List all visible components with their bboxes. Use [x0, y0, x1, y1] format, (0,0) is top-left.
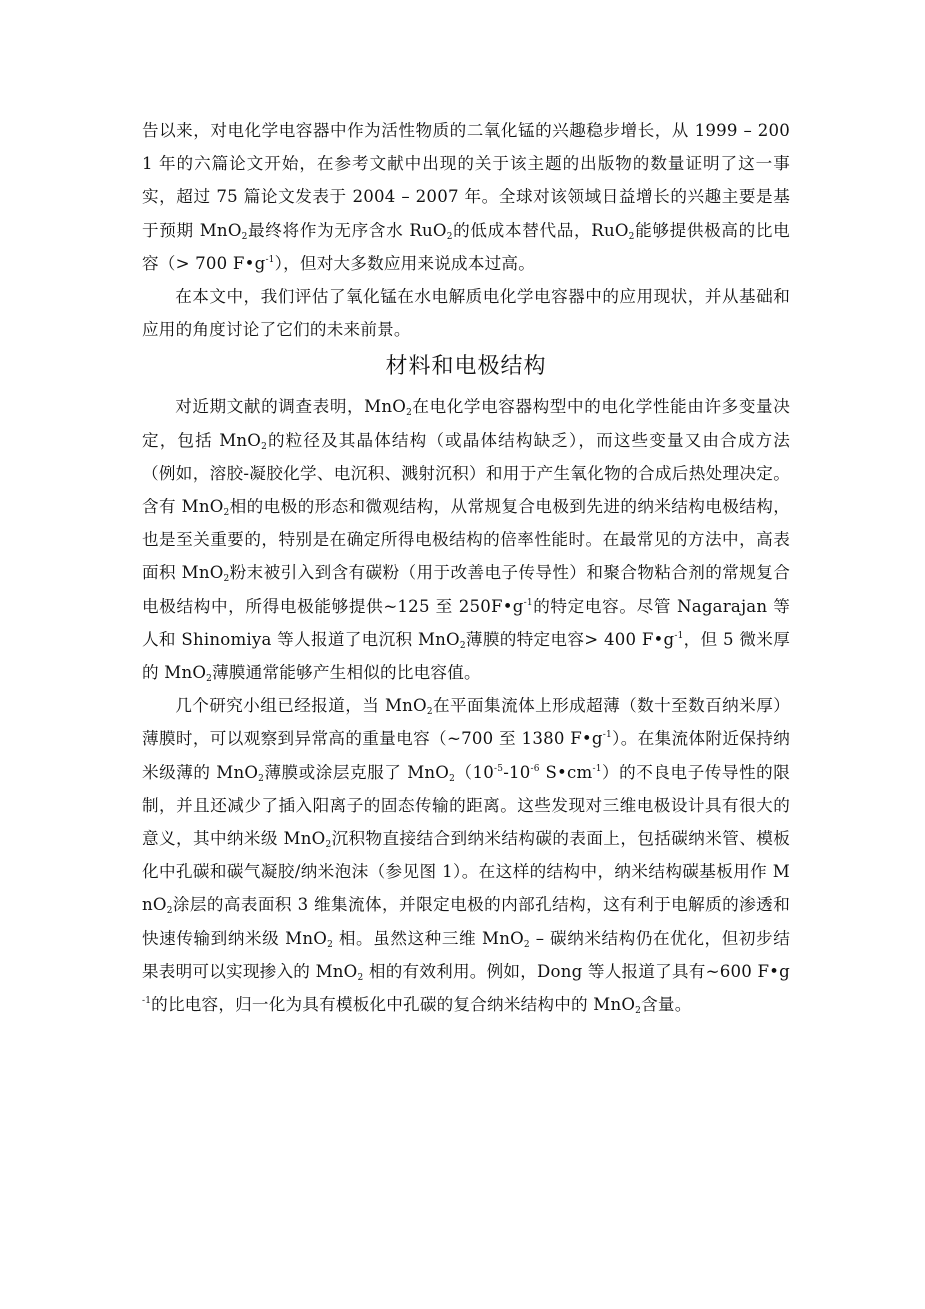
text-run: 薄膜或涂层克服了 MnO: [264, 762, 450, 782]
text-run: ）。在集流体附近保持纳米级薄的 MnO: [142, 729, 791, 782]
text-run: 沉积物直接结合到纳米结构碳的表面上，包括碳纳米管、模板化中孔碳和碳气凝胶/纳米泡沫（参见图 1）。在这样的结构中，纳米结构碳基板用作 MnO: [142, 829, 790, 915]
text-run: 几个研究小组已经报道，当 MnO: [175, 696, 427, 716]
text-run: 相的电极的形态和微观结构，从常规复合电极到先进的纳米结构电极结构，也是至关重要的，特别是在确定所得电极结构的倍率性能时。在最常见的方法中，高表面积 MnO: [142, 497, 790, 583]
subscript: 2: [628, 231, 635, 242]
superscript: -1: [265, 254, 275, 265]
text-run: 在平面集流体上形成超薄（数十至数百纳米厚）薄膜时，可以观察到异常高的重量电容（~700 至 1380 F•g: [142, 696, 790, 749]
text-run: 的低成本替代品，RuO: [452, 220, 629, 240]
subscript: 2: [325, 840, 332, 851]
text-run: 能够提供极高的比电容（> 700 F•g: [142, 220, 790, 273]
text-run: 粉末被引入到含有碳粉（用于改善电子传导性）和聚合物粘合剂的常规复合电极结构中，所得电极能够提供~125 至 250F•g: [142, 563, 790, 616]
subscript: 2: [258, 773, 265, 784]
text-run: 薄膜通常能够产生相似的比电容值。: [212, 663, 481, 683]
text-run: 在本文中，我们评估了氧化锰在水电解质电化学电容器中的应用现状，并从基础和应用的角度讨论了它们的未来前景。: [142, 287, 790, 340]
paragraph-thin-films: [142, 689, 790, 1021]
text-run: 的比电容，归一化为具有模板化中孔碳的复合纳米结构中的 MnO: [151, 995, 636, 1015]
text-run: S•cm: [539, 762, 593, 782]
subscript: 2: [635, 1006, 642, 1017]
document-page: [142, 114, 790, 1021]
text-run: 最终将作为无序含水 RuO: [247, 220, 447, 240]
subscript: 2: [327, 939, 333, 950]
subscript: 2: [206, 674, 213, 685]
subscript: 2: [223, 574, 230, 585]
text-run: – 碳纳米结构仍在优化，但初步结果表明可以实现掺入的 MnO: [142, 928, 790, 981]
subscript: 2: [166, 906, 173, 917]
text-run: （10: [455, 762, 495, 782]
subscript: 2: [426, 707, 433, 718]
text-run: 在电化学电容器构型中的电化学性能由许多变量决定，包括 MnO: [142, 397, 790, 450]
subscript: 2: [406, 408, 412, 419]
text-run: 的特定电容。尽管 Nagarajan 等人和 Shinomiya 等人报道了电沉积 MnO: [142, 596, 791, 649]
text-run: 涂层的高表面积 3 维集流体，并限定电极的内部孔结构，这有利于电解质的渗透和快速传输到纳米级 MnO: [142, 895, 790, 948]
subscript: 2: [446, 231, 453, 242]
subscript: 2: [261, 441, 268, 452]
subscript: 2: [357, 972, 364, 983]
text-run: -10: [503, 762, 531, 782]
superscript: -1: [592, 763, 602, 774]
subscript: 2: [241, 231, 248, 242]
text-run: 告以来，对电化学电容器中作为活性物质的二氧化锰的兴趣稳步增长，从 1999 – 2001 年的六篇论文开始，在参考文献中出现的关于该主题的出版物的数量证明了这一事实，超过 75 篇论文发表于 2004 – 2007 年。全球对该领域日益增长的兴趣主要是基于预期 MnO: [142, 121, 790, 240]
text-run: 薄膜的特定电容> 400 F•g: [465, 629, 675, 649]
subscript: 2: [459, 640, 466, 651]
text-run: ，但 5 微米厚的 MnO: [142, 629, 790, 683]
text-run: 含量。: [641, 995, 692, 1015]
text-run: 对近期文献的调查表明，MnO: [175, 397, 407, 417]
superscript: -6: [530, 763, 540, 774]
text-run: 相的有效利用。例如，Dong 等人报道了具有~600 F•g: [363, 961, 790, 981]
superscript: -5: [494, 763, 504, 774]
superscript: -1: [142, 996, 152, 1007]
superscript: -1: [602, 730, 612, 741]
subscript: 2: [523, 939, 530, 950]
subscript: 2: [449, 773, 456, 784]
superscript: -1: [674, 630, 684, 641]
paragraph-scope: [142, 280, 790, 346]
text-run: 的粒径及其晶体结构（或晶体结构缺乏），而这些变量又由合成方法（例如，溶胶-凝胶化学、电沉积、溅射沉积）和用于产生氧化物的合成后热处理决定。含有 MnO: [142, 430, 790, 517]
subscript: 2: [223, 508, 230, 519]
superscript: -1: [523, 597, 533, 608]
paragraph-literature-survey: [142, 390, 790, 689]
section-heading: 材料和电极结构: [385, 354, 547, 380]
text-run: ）的不良电子传导性的限制，并且还减少了插入阳离子的固态传输的距离。这些发现对三维电极设计具有很大的意义，其中纳米级 MnO: [142, 762, 790, 849]
text-run: ），但对大多数应用来说成本过高。: [274, 253, 536, 273]
paragraph-intro-continued: [142, 114, 790, 280]
text-run: 相。虽然这种三维 MnO: [333, 928, 524, 948]
